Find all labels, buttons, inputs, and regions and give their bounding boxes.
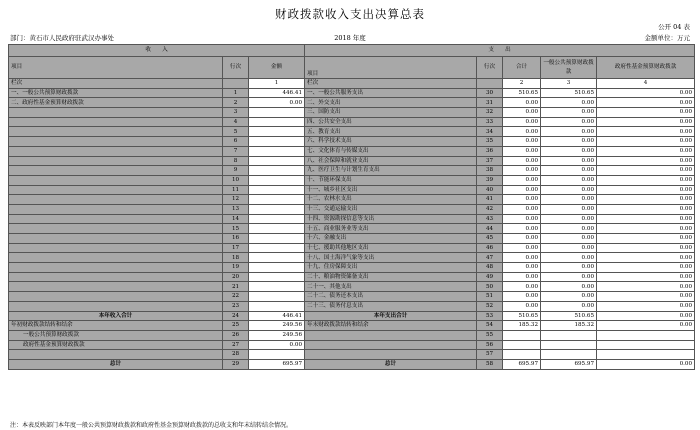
expense-item-label: 十四、资源勘探信息等支出 bbox=[305, 214, 477, 224]
expense-total: 0.00 bbox=[503, 137, 541, 147]
income-item-label bbox=[9, 350, 223, 360]
expense-row-number: 56 bbox=[477, 340, 503, 350]
expense-row-number: 39 bbox=[477, 175, 503, 185]
expense-general-budget: 0.00 bbox=[541, 146, 597, 156]
general-budget-header: 一般公共预算财政拨款 bbox=[541, 57, 597, 79]
expense-gov-fund: 0.00 bbox=[597, 224, 695, 234]
income-row-number: 19 bbox=[223, 263, 249, 273]
expense-gov-fund: 0.00 bbox=[597, 253, 695, 263]
income-item-label: 年初财政拨款结转和结余 bbox=[9, 321, 223, 331]
expense-total: 510.65 bbox=[503, 88, 541, 98]
income-row-number: 21 bbox=[223, 282, 249, 292]
income-amount bbox=[249, 263, 305, 273]
expense-general-budget: 0.00 bbox=[541, 98, 597, 108]
income-amount bbox=[249, 243, 305, 253]
table-row bbox=[9, 117, 695, 127]
expense-gov-fund: 0.00 bbox=[597, 321, 695, 331]
expense-total bbox=[503, 350, 541, 360]
income-amount bbox=[249, 127, 305, 137]
expense-general-budget: 0.00 bbox=[541, 117, 597, 127]
income-row-number: 27 bbox=[223, 340, 249, 350]
expense-total: 185.32 bbox=[503, 321, 541, 331]
expense-item-label bbox=[305, 340, 477, 350]
expense-total: 0.00 bbox=[503, 156, 541, 166]
income-amount bbox=[249, 137, 305, 147]
expense-row-number: 50 bbox=[477, 282, 503, 292]
table-row bbox=[9, 243, 695, 253]
income-item-label: 本年收入合计 bbox=[9, 311, 223, 321]
income-item-label bbox=[9, 127, 223, 137]
expense-item-label: 二十、粮油物资储备支出 bbox=[305, 272, 477, 282]
expense-row-number: 53 bbox=[477, 311, 503, 321]
income-row-number: 16 bbox=[223, 234, 249, 244]
expense-item-label: 一、一般公共服务支出 bbox=[305, 88, 477, 98]
expense-total: 0.00 bbox=[503, 166, 541, 176]
income-item-label: 一、一般公共预算财政拨款 bbox=[9, 88, 223, 98]
income-item-label bbox=[9, 108, 223, 118]
expense-item-label: 九、医疗卫生与计划生育支出 bbox=[305, 166, 477, 176]
expense-general-budget: 0.00 bbox=[541, 166, 597, 176]
table-row bbox=[9, 224, 695, 234]
income-group-header: 收 入 bbox=[9, 45, 305, 57]
income-item-label bbox=[9, 156, 223, 166]
expense-gov-fund: 0.00 bbox=[597, 185, 695, 195]
expense-general-budget: 510.65 bbox=[541, 311, 597, 321]
expense-general-budget: 0.00 bbox=[541, 253, 597, 263]
table-row bbox=[9, 234, 695, 244]
expense-general-budget: 0.00 bbox=[541, 272, 597, 282]
expense-item-label: 十一、城乡社区支出 bbox=[305, 185, 477, 195]
table-row bbox=[9, 146, 695, 156]
table-code: 公开 04 表 bbox=[658, 23, 690, 31]
expense-gov-fund: 0.00 bbox=[597, 359, 695, 369]
expense-gov-fund: 0.00 bbox=[597, 214, 695, 224]
income-row-number: 22 bbox=[223, 292, 249, 302]
expense-row-number: 31 bbox=[477, 98, 503, 108]
expense-gov-fund: 0.00 bbox=[597, 146, 695, 156]
expense-item-header: 项目 bbox=[305, 57, 477, 79]
income-item-label: 总计 bbox=[9, 359, 223, 369]
expense-gov-fund: 0.00 bbox=[597, 156, 695, 166]
income-index-col: 1 bbox=[249, 79, 305, 89]
income-amount bbox=[249, 224, 305, 234]
income-amount bbox=[249, 214, 305, 224]
income-row-number: 10 bbox=[223, 175, 249, 185]
income-row-number: 9 bbox=[223, 166, 249, 176]
expense-total: 0.00 bbox=[503, 253, 541, 263]
income-item-label bbox=[9, 301, 223, 311]
expense-row-number: 42 bbox=[477, 204, 503, 214]
income-row-number: 29 bbox=[223, 359, 249, 369]
table-row bbox=[9, 204, 695, 214]
expense-gov-fund bbox=[597, 350, 695, 360]
expense-gov-fund: 0.00 bbox=[597, 292, 695, 302]
table-row bbox=[9, 253, 695, 263]
income-amount bbox=[249, 204, 305, 214]
expense-item-label: 十二、农林水支出 bbox=[305, 195, 477, 205]
expense-gov-fund: 0.00 bbox=[597, 272, 695, 282]
expense-gov-fund: 0.00 bbox=[597, 108, 695, 118]
expense-general-budget: 0.00 bbox=[541, 243, 597, 253]
expense-item-label: 十三、交通运输支出 bbox=[305, 204, 477, 214]
income-item-label bbox=[9, 282, 223, 292]
table-row bbox=[9, 292, 695, 302]
expense-item-label: 总计 bbox=[305, 359, 477, 369]
table-row bbox=[9, 175, 695, 185]
expense-general-budget: 0.00 bbox=[541, 224, 597, 234]
expense-total: 0.00 bbox=[503, 146, 541, 156]
expense-total: 0.00 bbox=[503, 301, 541, 311]
income-row-number: 17 bbox=[223, 243, 249, 253]
report-title: 财政拨款收入支出决算总表 bbox=[275, 7, 425, 21]
budget-table bbox=[8, 44, 695, 370]
income-item-label bbox=[9, 253, 223, 263]
expense-item-label: 五、教育支出 bbox=[305, 127, 477, 137]
expense-gov-fund: 0.00 bbox=[597, 195, 695, 205]
expense-gov-fund: 0.00 bbox=[597, 166, 695, 176]
expense-index-col-fund: 4 bbox=[597, 79, 695, 89]
income-amount bbox=[249, 301, 305, 311]
table-row bbox=[9, 98, 695, 108]
income-row-number: 13 bbox=[223, 204, 249, 214]
expense-total: 0.00 bbox=[503, 195, 541, 205]
income-row-number: 23 bbox=[223, 301, 249, 311]
expense-general-budget: 0.00 bbox=[541, 292, 597, 302]
expense-total: 0.00 bbox=[503, 282, 541, 292]
expense-general-budget: 695.97 bbox=[541, 359, 597, 369]
income-amount bbox=[249, 166, 305, 176]
expense-general-budget: 510.65 bbox=[541, 88, 597, 98]
expense-row-number: 37 bbox=[477, 156, 503, 166]
income-item-label bbox=[9, 195, 223, 205]
expense-item-label: 四、公共安全支出 bbox=[305, 117, 477, 127]
income-index-label: 栏次 bbox=[9, 79, 223, 89]
expense-general-budget: 0.00 bbox=[541, 204, 597, 214]
expense-item-label: 十九、住房保障支出 bbox=[305, 263, 477, 273]
income-amount bbox=[249, 292, 305, 302]
income-row-number: 5 bbox=[223, 127, 249, 137]
income-amount bbox=[249, 195, 305, 205]
expense-row-number: 49 bbox=[477, 272, 503, 282]
expense-gov-fund: 0.00 bbox=[597, 263, 695, 273]
table-row bbox=[9, 137, 695, 147]
income-amount bbox=[249, 156, 305, 166]
expense-row-number: 58 bbox=[477, 359, 503, 369]
table-row bbox=[9, 185, 695, 195]
income-item-label bbox=[9, 146, 223, 156]
table-row bbox=[9, 108, 695, 118]
expense-total: 0.00 bbox=[503, 234, 541, 244]
amount-unit: 金额单位：万元 bbox=[644, 34, 690, 42]
carry-row bbox=[9, 340, 695, 350]
expense-total: 0.00 bbox=[503, 272, 541, 282]
income-amount: 0.00 bbox=[249, 98, 305, 108]
expense-item-label bbox=[305, 330, 477, 340]
income-item-label: 政府性基金预算财政拨款 bbox=[9, 340, 223, 350]
expense-total: 0.00 bbox=[503, 117, 541, 127]
expense-gov-fund: 0.00 bbox=[597, 282, 695, 292]
expense-total: 0.00 bbox=[503, 108, 541, 118]
expense-total: 0.00 bbox=[503, 98, 541, 108]
expense-row-number: 51 bbox=[477, 292, 503, 302]
income-row-number: 20 bbox=[223, 272, 249, 282]
expense-gov-fund: 0.00 bbox=[597, 234, 695, 244]
carry-row bbox=[9, 350, 695, 360]
expense-row-number: 30 bbox=[477, 88, 503, 98]
income-item-label bbox=[9, 243, 223, 253]
table-row bbox=[9, 195, 695, 205]
income-item-label bbox=[9, 137, 223, 147]
expense-gov-fund: 0.00 bbox=[597, 175, 695, 185]
expense-general-budget: 0.00 bbox=[541, 137, 597, 147]
expense-row-number: 55 bbox=[477, 330, 503, 340]
income-amount bbox=[249, 350, 305, 360]
income-item-label: 一般公共预算财政拨款 bbox=[9, 330, 223, 340]
table-row bbox=[9, 88, 695, 98]
expense-gov-fund bbox=[597, 330, 695, 340]
expense-index-label: 栏次 bbox=[305, 79, 477, 89]
expense-total: 0.00 bbox=[503, 175, 541, 185]
table-row bbox=[9, 156, 695, 166]
expense-gov-fund: 0.00 bbox=[597, 243, 695, 253]
expense-total: 0.00 bbox=[503, 214, 541, 224]
expense-row-number: 41 bbox=[477, 195, 503, 205]
table-row bbox=[9, 272, 695, 282]
income-amount bbox=[249, 253, 305, 263]
expense-item-label: 八、社会保障和就业支出 bbox=[305, 156, 477, 166]
expense-total: 695.97 bbox=[503, 359, 541, 369]
expense-rowno-header: 行次 bbox=[477, 57, 503, 79]
expense-row-number: 57 bbox=[477, 350, 503, 360]
expense-item-label: 本年支出合计 bbox=[305, 311, 477, 321]
carry-row bbox=[9, 330, 695, 340]
expense-row-number: 34 bbox=[477, 127, 503, 137]
expense-general-budget bbox=[541, 340, 597, 350]
income-amount bbox=[249, 185, 305, 195]
expense-row-number: 47 bbox=[477, 253, 503, 263]
expense-group-header: 支 出 bbox=[305, 45, 695, 57]
expense-gov-fund: 0.00 bbox=[597, 88, 695, 98]
expense-row-number: 40 bbox=[477, 185, 503, 195]
expense-item-label: 二十三、债务付息支出 bbox=[305, 301, 477, 311]
income-row-number: 3 bbox=[223, 108, 249, 118]
fiscal-year: 2018 年度 bbox=[334, 34, 366, 42]
income-amount bbox=[249, 108, 305, 118]
expense-row-number: 54 bbox=[477, 321, 503, 331]
table-row bbox=[9, 214, 695, 224]
income-item-label bbox=[9, 214, 223, 224]
carry-row bbox=[9, 321, 695, 331]
expense-total: 0.00 bbox=[503, 185, 541, 195]
expense-item-label: 年末财政拨款结转和结余 bbox=[305, 321, 477, 331]
expense-row-number: 43 bbox=[477, 214, 503, 224]
expense-general-budget: 0.00 bbox=[541, 156, 597, 166]
expense-item-label: 十六、金融支出 bbox=[305, 234, 477, 244]
year-total-row bbox=[9, 311, 695, 321]
expense-general-budget: 0.00 bbox=[541, 195, 597, 205]
expense-general-budget: 0.00 bbox=[541, 108, 597, 118]
income-row-number: 1 bbox=[223, 88, 249, 98]
table-row bbox=[9, 301, 695, 311]
expense-row-number: 32 bbox=[477, 108, 503, 118]
expense-general-budget bbox=[541, 330, 597, 340]
expense-index-col-general: 3 bbox=[541, 79, 597, 89]
expense-total-header: 合计 bbox=[503, 57, 541, 79]
expense-row-number: 46 bbox=[477, 243, 503, 253]
expense-general-budget bbox=[541, 350, 597, 360]
income-amount: 0.00 bbox=[249, 340, 305, 350]
income-item-label bbox=[9, 204, 223, 214]
expense-total: 510.65 bbox=[503, 311, 541, 321]
expense-item-label: 三、国防支出 bbox=[305, 108, 477, 118]
expense-item-label bbox=[305, 350, 477, 360]
income-amount bbox=[249, 282, 305, 292]
expense-general-budget: 0.00 bbox=[541, 263, 597, 273]
expense-general-budget: 0.00 bbox=[541, 185, 597, 195]
income-row-number: 26 bbox=[223, 330, 249, 340]
table-row bbox=[9, 166, 695, 176]
income-row-number: 14 bbox=[223, 214, 249, 224]
expense-gov-fund: 0.00 bbox=[597, 98, 695, 108]
income-row-number: 25 bbox=[223, 321, 249, 331]
income-row-number: 2 bbox=[223, 98, 249, 108]
income-row-number: 11 bbox=[223, 185, 249, 195]
expense-item-label: 六、科学技术支出 bbox=[305, 137, 477, 147]
expense-item-label: 十七、援助其他地区支出 bbox=[305, 243, 477, 253]
expense-index-col-total: 2 bbox=[503, 79, 541, 89]
department-label: 部门：黄石市人民政府驻武汉办事处 bbox=[10, 34, 114, 42]
expense-gov-fund bbox=[597, 340, 695, 350]
expense-item-label: 十、节能环保支出 bbox=[305, 175, 477, 185]
expense-total bbox=[503, 340, 541, 350]
expense-gov-fund: 0.00 bbox=[597, 127, 695, 137]
footnote: 注：本表反映部门本年度一般公共预算财政拨款和政府性基金预算财政拨款的总收支和年末结转结余情况。 bbox=[10, 422, 293, 429]
table-row bbox=[9, 127, 695, 137]
income-amount: 695.97 bbox=[249, 359, 305, 369]
expense-general-budget: 0.00 bbox=[541, 282, 597, 292]
income-amount bbox=[249, 272, 305, 282]
income-item-label bbox=[9, 224, 223, 234]
expense-row-number: 38 bbox=[477, 166, 503, 176]
expense-item-label: 二十二、债务还本支出 bbox=[305, 292, 477, 302]
income-item-label bbox=[9, 272, 223, 282]
expense-general-budget: 185.32 bbox=[541, 321, 597, 331]
expense-item-label: 二、外交支出 bbox=[305, 98, 477, 108]
expense-gov-fund: 0.00 bbox=[597, 311, 695, 321]
income-amount bbox=[249, 234, 305, 244]
income-row-number: 15 bbox=[223, 224, 249, 234]
expense-item-label: 二十一、其他支出 bbox=[305, 282, 477, 292]
expense-total: 0.00 bbox=[503, 224, 541, 234]
table-row bbox=[9, 263, 695, 273]
expense-item-label: 十八、国土海洋气象等支出 bbox=[305, 253, 477, 263]
income-row-number: 28 bbox=[223, 350, 249, 360]
expense-gov-fund: 0.00 bbox=[597, 117, 695, 127]
expense-item-label: 七、文化体育与传媒支出 bbox=[305, 146, 477, 156]
expense-gov-fund: 0.00 bbox=[597, 204, 695, 214]
grand-total-row bbox=[9, 359, 695, 369]
income-item-label: 二、政府性基金预算财政拨款 bbox=[9, 98, 223, 108]
expense-general-budget: 0.00 bbox=[541, 127, 597, 137]
expense-general-budget: 0.00 bbox=[541, 214, 597, 224]
income-row-number: 24 bbox=[223, 311, 249, 321]
income-amount bbox=[249, 146, 305, 156]
expense-total bbox=[503, 330, 541, 340]
income-row-number: 12 bbox=[223, 195, 249, 205]
expense-item-label: 十五、商业服务业等支出 bbox=[305, 224, 477, 234]
expense-gov-fund: 0.00 bbox=[597, 301, 695, 311]
expense-general-budget: 0.00 bbox=[541, 175, 597, 185]
gov-fund-header: 政府性基金预算财政拨款 bbox=[597, 57, 695, 79]
expense-general-budget: 0.00 bbox=[541, 301, 597, 311]
income-item-label bbox=[9, 234, 223, 244]
income-amount: 249.56 bbox=[249, 321, 305, 331]
expense-total: 0.00 bbox=[503, 243, 541, 253]
income-rowno-header: 行次 bbox=[223, 57, 249, 79]
expense-row-number: 33 bbox=[477, 117, 503, 127]
income-item-label bbox=[9, 292, 223, 302]
income-item-label bbox=[9, 263, 223, 273]
expense-gov-fund: 0.00 bbox=[597, 137, 695, 147]
income-item-label bbox=[9, 117, 223, 127]
expense-row-number: 52 bbox=[477, 301, 503, 311]
income-amount: 446.41 bbox=[249, 88, 305, 98]
table-row bbox=[9, 282, 695, 292]
income-item-label bbox=[9, 185, 223, 195]
income-amount bbox=[249, 117, 305, 127]
income-amount: 446.41 bbox=[249, 311, 305, 321]
income-amount: 249.56 bbox=[249, 330, 305, 340]
expense-row-number: 35 bbox=[477, 137, 503, 147]
expense-total: 0.00 bbox=[503, 263, 541, 273]
expense-general-budget: 0.00 bbox=[541, 234, 597, 244]
expense-total: 0.00 bbox=[503, 204, 541, 214]
income-amount bbox=[249, 175, 305, 185]
income-row-number: 8 bbox=[223, 156, 249, 166]
expense-total: 0.00 bbox=[503, 127, 541, 137]
income-item-label bbox=[9, 166, 223, 176]
expense-row-number: 44 bbox=[477, 224, 503, 234]
income-row-number: 7 bbox=[223, 146, 249, 156]
income-item-header: 项目 bbox=[9, 57, 223, 79]
income-row-number: 18 bbox=[223, 253, 249, 263]
expense-row-number: 36 bbox=[477, 146, 503, 156]
expense-row-number: 48 bbox=[477, 263, 503, 273]
income-row-number: 4 bbox=[223, 117, 249, 127]
income-amount-header: 金额 bbox=[249, 57, 305, 79]
income-item-label bbox=[9, 175, 223, 185]
expense-row-number: 45 bbox=[477, 234, 503, 244]
income-row-number: 6 bbox=[223, 137, 249, 147]
expense-total: 0.00 bbox=[503, 292, 541, 302]
